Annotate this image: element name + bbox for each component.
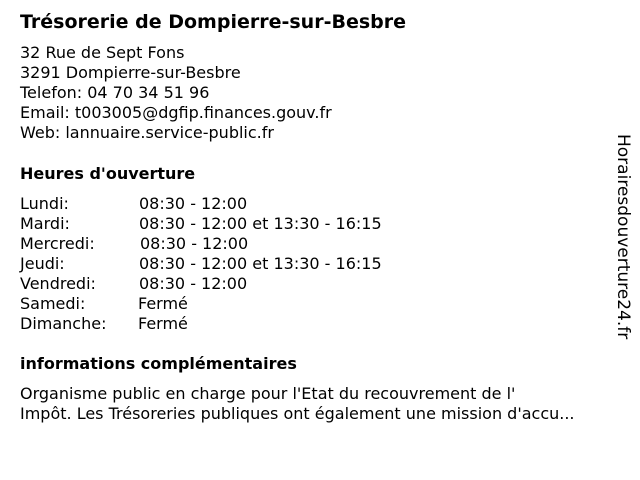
- day-label: Mercredi:: [20, 234, 95, 253]
- email-address: Email: t003005@dgfip.finances.gouv.fr: [20, 103, 332, 122]
- day-label: Mardi:: [20, 214, 70, 233]
- day-label: Samedi:: [20, 294, 86, 313]
- day-label: Lundi:: [20, 194, 69, 213]
- street-address: 32 Rue de Sept Fons: [20, 43, 185, 62]
- hours-value: 08:30 - 12:00 et 13:30 - 16:15: [139, 214, 382, 233]
- info-line: Impôt. Les Trésoreries publiques ont également une mission d'accu...: [20, 404, 575, 423]
- info-line: Organisme public en charge pour l'Etat du recouvrement de l': [20, 384, 516, 403]
- website: Web: lannuaire.service-public.fr: [20, 123, 274, 142]
- additional-info-text: [20, 384, 630, 424]
- address-block: [20, 43, 332, 143]
- opening-hours-heading: Heures d'ouverture: [20, 164, 196, 183]
- city-address: 3291 Dompierre-sur-Besbre: [20, 63, 241, 82]
- site-watermark: Horairesdouverture24.fr: [613, 134, 633, 340]
- hours-value: Fermé: [138, 314, 188, 333]
- hours-value: 08:30 - 12:00: [140, 234, 249, 253]
- hours-value: 08:30 - 12:00 et 13:30 - 16:15: [139, 254, 382, 273]
- page-title: Trésorerie de Dompierre-sur-Besbre: [20, 11, 406, 33]
- day-label: Dimanche:: [20, 314, 107, 333]
- day-label: Vendredi:: [20, 274, 96, 293]
- hours-value: 08:30 - 12:00: [139, 274, 248, 293]
- hours-value: 08:30 - 12:00: [139, 194, 248, 213]
- additional-info-heading: informations complémentaires: [20, 354, 297, 373]
- phone-number: Telefon: 04 70 34 51 96: [20, 83, 210, 102]
- hours-value: Fermé: [138, 294, 188, 313]
- day-label: Jeudi:: [20, 254, 65, 273]
